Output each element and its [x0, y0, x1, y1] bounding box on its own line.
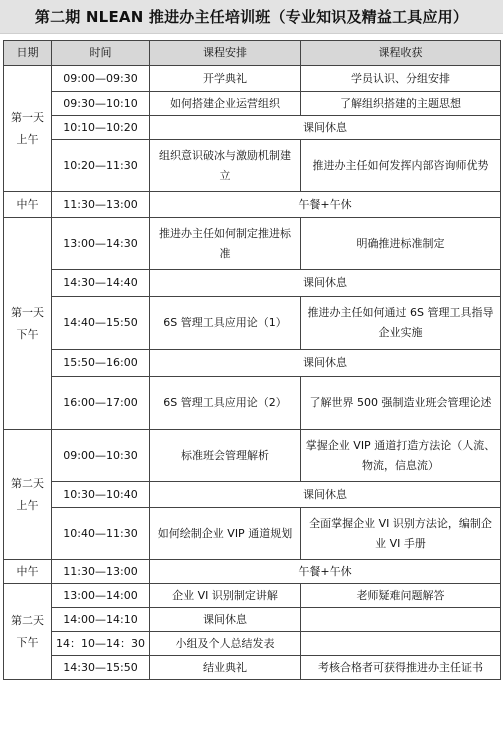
- table-row: [4, 66, 501, 92]
- schedule-table: [3, 40, 501, 680]
- time-cell: 14:30—15:50: [52, 656, 150, 680]
- schedule-cell: 企业 VI 识别制定讲解: [150, 584, 301, 608]
- day-label: 第一天 下午: [4, 218, 52, 430]
- schedule-cell: 如何绘制企业 VIP 通道规划: [150, 508, 301, 560]
- gain-cell: 了解组织搭建的主题思想: [301, 92, 501, 116]
- gain-cell: 推进办主任如何通过 6S 管理工具指导企业实施: [301, 297, 501, 350]
- table-row: [4, 508, 501, 560]
- gain-cell: [301, 608, 501, 632]
- schedule-cell: 如何搭建企业运营组织: [150, 92, 301, 116]
- table-row: [4, 297, 501, 350]
- time-cell: 10:40—11:30: [52, 508, 150, 560]
- header-schedule: 课程安排: [150, 41, 301, 66]
- header-time: 时间: [52, 41, 150, 66]
- break-cell: 午餐+午休: [150, 192, 501, 218]
- table-row: [4, 560, 501, 584]
- schedule-cell: 小组及个人总结发表: [150, 632, 301, 656]
- table-row: [4, 92, 501, 116]
- time-cell: 16:00—17:00: [52, 377, 150, 430]
- time-cell: 10:30—10:40: [52, 482, 150, 508]
- table-row: [4, 584, 501, 608]
- day-label: 第二天 下午: [4, 584, 52, 680]
- schedule-cell: 推进办主任如何制定推进标准: [150, 218, 301, 270]
- table-row: [4, 608, 501, 632]
- gain-cell: 推进办主任如何发挥内部咨询师优势: [301, 140, 501, 192]
- gain-cell: 全面掌握企业 VI 识别方法论，编制企业 VI 手册: [301, 508, 501, 560]
- table-row: [4, 116, 501, 140]
- table-row: [4, 350, 501, 377]
- header-gain: 课程收获: [301, 41, 501, 66]
- day-label: 中午: [4, 560, 52, 584]
- day-label: 第二天 上午: [4, 430, 52, 560]
- gain-cell: 明确推进标准制定: [301, 218, 501, 270]
- time-cell: 14:30—14:40: [52, 270, 150, 297]
- break-cell: 课间休息: [150, 270, 501, 297]
- gain-cell: 学员认识、分组安排: [301, 66, 501, 92]
- table-row: [4, 377, 501, 430]
- break-cell: 课间休息: [150, 482, 501, 508]
- break-cell: 课间休息: [150, 116, 501, 140]
- schedule-cell: 标准班会管理解析: [150, 430, 301, 482]
- schedule-cell: 课间休息: [150, 608, 301, 632]
- time-cell: 09:00—10:30: [52, 430, 150, 482]
- table-row: [4, 270, 501, 297]
- table-row: [4, 632, 501, 656]
- schedule-cell: 结业典礼: [150, 656, 301, 680]
- time-cell: 09:30—10:10: [52, 92, 150, 116]
- time-cell: 13:00—14:00: [52, 584, 150, 608]
- header-date: 日期: [4, 41, 52, 66]
- time-cell: 15:50—16:00: [52, 350, 150, 377]
- table-row: [4, 218, 501, 270]
- gain-cell: 了解世界 500 强制造业班会管理论述: [301, 377, 501, 430]
- time-cell: 10:20—11:30: [52, 140, 150, 192]
- table-header-row: [4, 41, 501, 66]
- gain-cell: 老师疑难问题解答: [301, 584, 501, 608]
- break-cell: 课间休息: [150, 350, 501, 377]
- time-cell: 14：10—14：30: [52, 632, 150, 656]
- time-cell: 13:00—14:30: [52, 218, 150, 270]
- schedule-cell: 6S 管理工具应用论（2）: [150, 377, 301, 430]
- schedule-cell: 组织意识破冰与激励机制建立: [150, 140, 301, 192]
- gain-cell: 考核合格者可获得推进办主任证书: [301, 656, 501, 680]
- table-row: [4, 192, 501, 218]
- day-label: 第一天 上午: [4, 66, 52, 192]
- page-title: 第二期 NLEAN 推进办主任培训班（专业知识及精益工具应用）: [0, 0, 503, 34]
- table-row: [4, 656, 501, 680]
- gain-cell: [301, 632, 501, 656]
- day-label: 中午: [4, 192, 52, 218]
- table-row: [4, 482, 501, 508]
- schedule-cell: 开学典礼: [150, 66, 301, 92]
- table-row: [4, 140, 501, 192]
- schedule-cell: 6S 管理工具应用论（1）: [150, 297, 301, 350]
- time-cell: 09:00—09:30: [52, 66, 150, 92]
- table-row: [4, 430, 501, 482]
- time-cell: 11:30—13:00: [52, 192, 150, 218]
- gain-cell: 掌握企业 VIP 通道打造方法论（人流、物流，信息流）: [301, 430, 501, 482]
- time-cell: 11:30—13:00: [52, 560, 150, 584]
- break-cell: 午餐+午休: [150, 560, 501, 584]
- time-cell: 10:10—10:20: [52, 116, 150, 140]
- time-cell: 14:40—15:50: [52, 297, 150, 350]
- time-cell: 14:00—14:10: [52, 608, 150, 632]
